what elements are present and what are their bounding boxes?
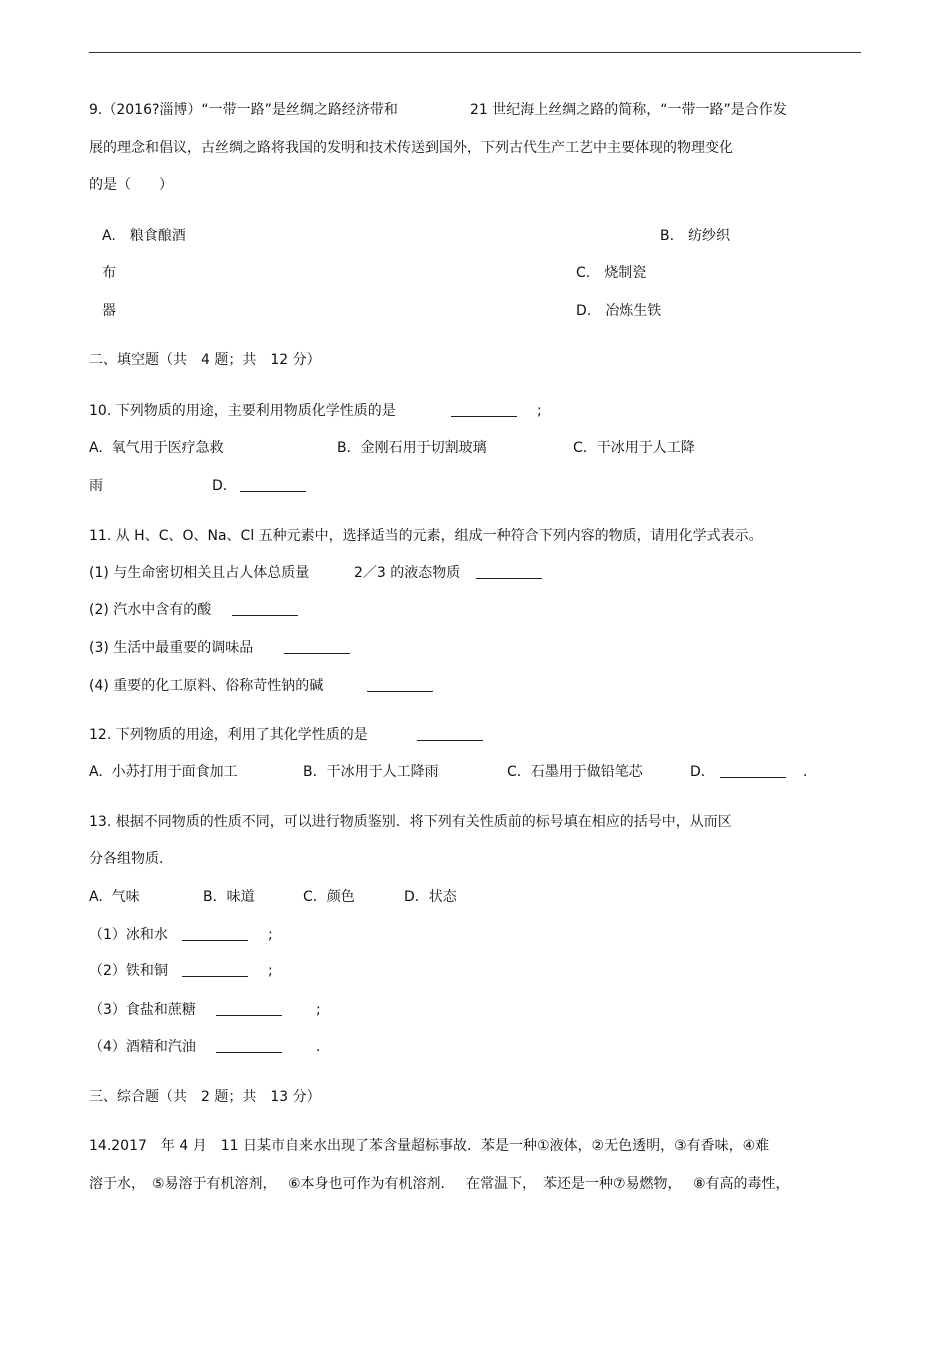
- q13-part4-blank: [216, 1038, 282, 1058]
- q9-line2: 展的理念和倡议，古丝绸之路将我国的发明和技术传送到国外，下列古代生产工艺中主要体现的物理变化: [89, 140, 733, 156]
- q13-part3: （3）食盐和蔗糖: [89, 1002, 196, 1018]
- q13-part2: （2）铁和铜: [89, 963, 168, 979]
- section-3-heading: 三、综合题（共 2 题；共 13 分）: [89, 1089, 321, 1105]
- q10-option-c: C．干冰用于人工降: [573, 440, 695, 456]
- q11-part1-blank: [476, 564, 542, 584]
- q11-part1-a: (1) 与生命密切相关且占人体总质量: [89, 565, 310, 581]
- q14-line2: 溶于水， ⑤易溶于有机溶剂， ⑥本身也可作为有机溶剂． 在常温下， 苯还是一种⑦易燃物， ⑧有高的毒性，: [89, 1176, 790, 1192]
- q9-option-b-cont: 布: [102, 265, 116, 281]
- q10-stem: 10. 下列物质的用途，主要利用物质化学性质的是: [89, 403, 396, 419]
- q9-line3: 的是（ ）: [89, 177, 173, 193]
- q13-part2-end: ;: [268, 963, 273, 979]
- q13-stem-line2: 分各组物质.: [89, 851, 164, 867]
- q13-option-b: B．味道: [203, 889, 255, 905]
- q12-option-d: D．: [690, 764, 715, 780]
- q12-answer-blank: [417, 726, 483, 746]
- section-2-heading: 二、填空题（共 4 题；共 12 分）: [89, 352, 321, 368]
- q9-option-a: A. 粮食酿酒: [102, 228, 186, 244]
- q10-option-c-cont: 雨: [89, 478, 103, 494]
- q13-part3-end: ;: [316, 1002, 321, 1018]
- q13-part2-blank: [182, 962, 248, 982]
- q13-part1-blank: [182, 926, 248, 946]
- q13-option-c: C．颜色: [303, 889, 355, 905]
- q12-option-d-blank: [720, 763, 786, 783]
- q10-option-b: B．金刚石用于切割玻璃: [337, 440, 487, 456]
- q12-end: .: [803, 764, 808, 780]
- q11-part2-blank: [232, 601, 298, 621]
- q11-part3: (3) 生活中最重要的调味品: [89, 640, 254, 656]
- q13-stem-line1: 13. 根据不同物质的性质不同，可以进行物质鉴别．将下列有关性质前的标号填在相应的括号中，从而区: [89, 814, 732, 830]
- q13-part3-blank: [216, 1001, 282, 1021]
- q14-line1: 14.2017 年 4 月 11 日某市自来水出现了苯含量超标事故．苯是一种①液体，②无色透明，③有香味，④难: [89, 1138, 770, 1154]
- q10-stem-end: ;: [537, 403, 542, 419]
- q11-part2: (2) 汽水中含有的酸: [89, 602, 212, 618]
- q11-part1-b: 2／3 的液态物质: [354, 565, 461, 581]
- q13-option-a: A. 气味: [89, 889, 140, 905]
- q10-option-a: A. 氧气用于医疗急救: [89, 440, 224, 456]
- q13-part4-end: .: [316, 1039, 321, 1055]
- q13-part1-end: ;: [268, 927, 273, 943]
- q9-option-c: C. 烧制瓷: [576, 265, 647, 281]
- q9-line1-b: 21 世纪海上丝绸之路的简称，“一带一路”是合作发: [470, 102, 787, 118]
- q11-part3-blank: [284, 639, 350, 659]
- q12-option-b: B．干冰用于人工降雨: [303, 764, 439, 780]
- q11-part4-blank: [367, 677, 433, 697]
- q10-answer-blank: [451, 402, 517, 422]
- q10-option-d-blank: [240, 477, 306, 497]
- q13-part1: （1）冰和水: [89, 927, 168, 943]
- header-rule: [89, 52, 861, 53]
- q13-option-d: D．状态: [404, 889, 457, 905]
- q11-part4: (4) 重要的化工原料、俗称苛性钠的碱: [89, 678, 324, 694]
- q10-option-d: D．: [212, 478, 237, 494]
- q9-option-b: B. 纺纱织: [660, 228, 731, 244]
- q9-option-c-cont: 器: [102, 303, 116, 319]
- q12-option-a: A. 小苏打用于面食加工: [89, 764, 238, 780]
- q13-part4: （4）酒精和汽油: [89, 1039, 196, 1055]
- q9-option-d: D. 冶炼生铁: [576, 303, 662, 319]
- q12-stem: 12. 下列物质的用途，利用了其化学性质的是: [89, 727, 368, 743]
- q12-option-c: C．石墨用于做铅笔芯: [507, 764, 643, 780]
- q11-stem: 11. 从 H、C、O、Na、Cl 五种元素中，选择适当的元素，组成一种符合下列内容的物质，请用化学式表示。: [89, 528, 763, 544]
- q9-line1-a: 9.（2016?淄博）“一带一路”是丝绸之路经济带和: [89, 102, 398, 118]
